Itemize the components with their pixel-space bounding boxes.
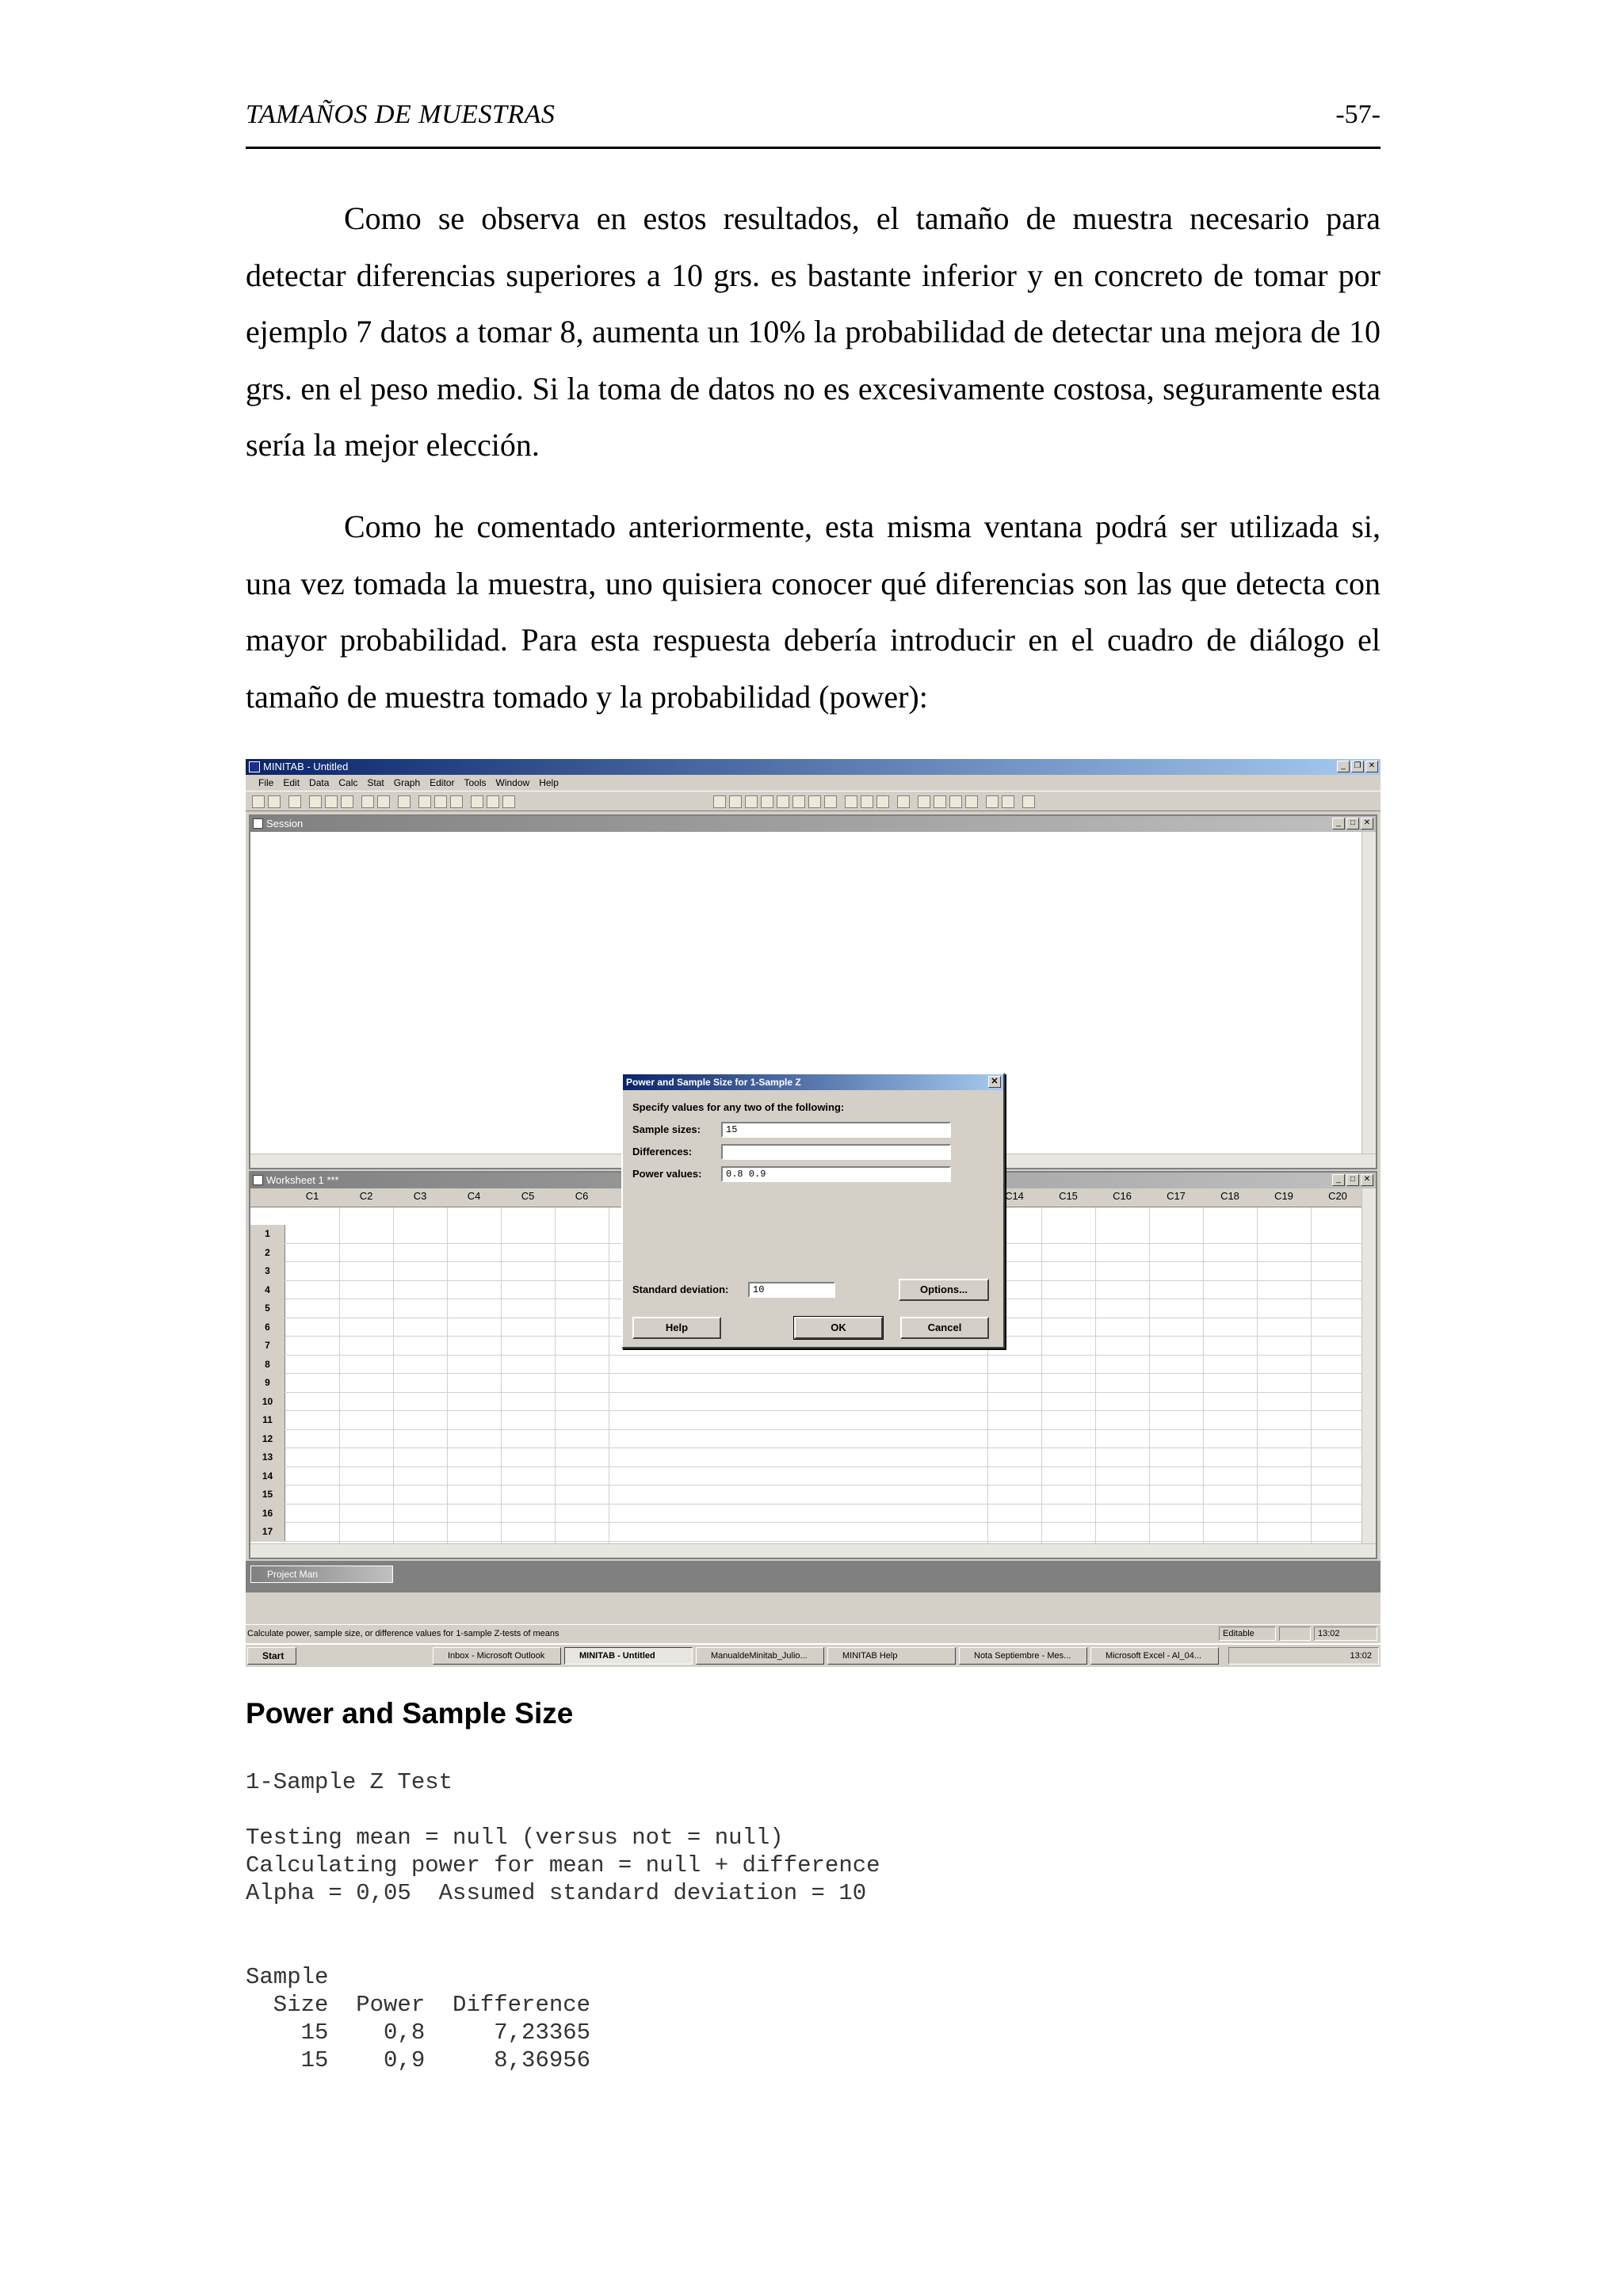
- system-tray: [1228, 1647, 1379, 1665]
- row-header[interactable]: 4: [250, 1281, 285, 1299]
- options-button[interactable]: Options...: [899, 1279, 989, 1301]
- row-header[interactable]: 10: [250, 1393, 285, 1411]
- power-values-field[interactable]: 0.8 0.9: [721, 1166, 951, 1182]
- session-icon: [253, 818, 263, 829]
- status-bar: [246, 1624, 1381, 1642]
- dialog-instruction: Specify values for any two of the following:: [632, 1101, 845, 1113]
- row-header[interactable]: 15: [250, 1486, 285, 1504]
- status-mode: Editable: [1219, 1627, 1276, 1641]
- find-icon[interactable]: [450, 795, 463, 808]
- menu-bar: [246, 775, 1381, 791]
- taskbar-item-minitab-help[interactable]: [827, 1647, 956, 1665]
- worksheet-horizontal-scrollbar[interactable]: [250, 1543, 1376, 1558]
- menu-graph[interactable]: Graph: [393, 777, 421, 788]
- column-header[interactable]: C5: [521, 1190, 535, 1202]
- table-row: [250, 1374, 1361, 1393]
- info-line-1: Testing mean = null (versus not = null): [246, 1825, 784, 1851]
- std-dev-field[interactable]: 10: [748, 1282, 835, 1298]
- task-label: Inbox - Microsoft Outlook: [448, 1651, 545, 1661]
- paste-icon[interactable]: [341, 795, 353, 808]
- minitab-icon: [249, 761, 260, 772]
- session-titlebar: [250, 816, 1376, 832]
- arrow-up-icon[interactable]: [418, 795, 431, 808]
- taskbar-item-outlook[interactable]: [433, 1647, 561, 1665]
- table-row: 15 0,9 8,36956: [246, 2047, 591, 2073]
- app-titlebar: [246, 759, 1381, 775]
- page-header: [246, 93, 1381, 149]
- paragraph-2-text: Como he comentado anteriormente, esta misma ventana podrá ser utilizada si, una vez tomada la muestra, uno quisiera conocer qué diferencias son las que detecta con mayor probabilidad. Para esta respuesta debería introducir en el cuadro de diálogo el tamaño de muestra tomado y la probabilidad (power):: [246, 509, 1381, 715]
- worksheet-maximize-icon[interactable]: □: [1346, 1174, 1359, 1186]
- cancel-icon[interactable]: [471, 795, 483, 808]
- cut-icon[interactable]: [309, 795, 322, 808]
- table-header-2: Size Power Difference: [246, 1992, 591, 2018]
- paragraph-1: [246, 190, 1381, 474]
- test-name: 1-Sample Z Test: [246, 1769, 453, 1795]
- taskbar-item-minitab[interactable]: [564, 1647, 693, 1665]
- column-header[interactable]: C4: [467, 1190, 481, 1202]
- column-header[interactable]: C1: [305, 1190, 319, 1202]
- row-header[interactable]: 17: [250, 1523, 285, 1541]
- worksheet-vertical-scrollbar[interactable]: [1361, 1188, 1376, 1543]
- columns-icon[interactable]: [876, 795, 889, 808]
- new-worksheet-icon[interactable]: [845, 795, 857, 808]
- menu-data[interactable]: Data: [309, 777, 330, 788]
- arrow-down-icon[interactable]: [434, 795, 447, 808]
- minimize-icon[interactable]: _: [1337, 761, 1350, 772]
- table-row: [250, 1448, 1361, 1467]
- taskbar-item-manual[interactable]: [696, 1647, 824, 1665]
- print-icon[interactable]: [288, 795, 301, 808]
- graph-folder-icon[interactable]: [777, 795, 789, 808]
- save-icon[interactable]: [268, 795, 281, 808]
- table-row: [250, 1523, 1361, 1542]
- row-header[interactable]: 1: [250, 1225, 285, 1243]
- minitab-screenshot: [246, 759, 1381, 1667]
- worksheet-close-icon[interactable]: ✕: [1361, 1174, 1373, 1186]
- start-label: Start: [262, 1650, 285, 1661]
- table-row: [250, 1467, 1361, 1486]
- table-row: [250, 1486, 1361, 1505]
- paragraph-1-text: Como se observa en estos resultados, el tamaño de muestra necesario para detectar diferencias superiores a 10 grs. es bastante inferior y en concreto de tomar por ejemplo 7 datos a tomar 8, aumenta un 10% la probabilidad de detectar una mejora de 10 grs. en el peso medio. Si la toma de datos no es excesivamente costosa, seguramente esta sería la mejor elección.: [246, 200, 1381, 463]
- menu-calc[interactable]: Calc: [338, 777, 358, 788]
- insert-rows-icon[interactable]: [934, 795, 946, 808]
- column-header[interactable]: C14: [1005, 1190, 1024, 1202]
- project-manager-label: Project Man: [267, 1569, 319, 1580]
- help-icon[interactable]: [487, 795, 499, 808]
- dialog-titlebar: [623, 1074, 1003, 1090]
- column-header[interactable]: C19: [1274, 1190, 1293, 1202]
- taskbar-item-excel[interactable]: [1090, 1647, 1219, 1665]
- row-header[interactable]: 12: [250, 1430, 285, 1448]
- dialog-close-icon[interactable]: ✕: [988, 1076, 1001, 1088]
- session-title: Session: [266, 818, 304, 830]
- app-title: MINITAB - Untitled: [263, 761, 349, 772]
- menu-edit[interactable]: Edit: [283, 777, 300, 788]
- table-row: [250, 1505, 1361, 1524]
- menu-window[interactable]: Window: [495, 777, 530, 788]
- row-header[interactable]: 5: [250, 1299, 285, 1318]
- history-icon[interactable]: [761, 795, 773, 808]
- running-title: TAMAÑOS DE MUESTRAS: [246, 100, 556, 129]
- column-header[interactable]: C17: [1167, 1190, 1186, 1202]
- column-header[interactable]: C6: [575, 1190, 589, 1202]
- info-icon[interactable]: [745, 795, 758, 808]
- column-header[interactable]: C18: [1220, 1190, 1239, 1202]
- info-line-2: Calculating power for mean = null + difference: [246, 1852, 880, 1878]
- toolbar: [246, 791, 1381, 811]
- task-label: Microsoft Excel - Al_04...: [1106, 1651, 1202, 1661]
- mdi-background: [246, 1561, 1381, 1592]
- edit-last-dialog-icon[interactable]: [398, 795, 411, 808]
- session-close-icon[interactable]: ✕: [1361, 818, 1373, 830]
- insert-columns-icon[interactable]: [949, 795, 962, 808]
- column-header[interactable]: C16: [1113, 1190, 1132, 1202]
- task-label: MINITAB Help: [842, 1651, 898, 1661]
- column-header[interactable]: C15: [1059, 1190, 1078, 1202]
- windows-taskbar: [246, 1643, 1381, 1667]
- page-number: -57-: [1335, 100, 1381, 129]
- paragraph-2: [246, 498, 1381, 725]
- task-label: MINITAB - Untitled: [579, 1651, 655, 1661]
- dialog-title: Power and Sample Size for 1-Sample Z: [626, 1077, 801, 1088]
- menu-editor[interactable]: Editor: [430, 777, 455, 788]
- worksheet-minimize-icon[interactable]: _: [1332, 1174, 1345, 1186]
- row-header[interactable]: 6: [250, 1318, 285, 1337]
- edit-icon[interactable]: [986, 795, 999, 808]
- ok-button[interactable]: OK: [794, 1317, 883, 1339]
- redo-icon[interactable]: [377, 795, 390, 808]
- cancel-button[interactable]: Cancel: [900, 1317, 989, 1339]
- std-dev-label: Standard deviation:: [632, 1283, 729, 1295]
- table-header-1: Sample: [246, 1964, 329, 1990]
- stop-icon[interactable]: [502, 795, 515, 808]
- column-header[interactable]: C20: [1328, 1190, 1347, 1202]
- pen-icon[interactable]: [1002, 795, 1014, 808]
- column-header[interactable]: C2: [359, 1190, 373, 1202]
- start-button[interactable]: [247, 1647, 296, 1665]
- undo-icon[interactable]: [361, 795, 374, 808]
- open-icon[interactable]: [252, 795, 265, 808]
- row-header[interactable]: 14: [250, 1467, 285, 1486]
- table-row: [250, 1393, 1361, 1412]
- table-row: [250, 1430, 1361, 1449]
- row-header[interactable]: 7: [250, 1337, 285, 1355]
- related-documents-icon[interactable]: [808, 795, 821, 808]
- insert-cells-icon[interactable]: [918, 795, 930, 808]
- power-values-label: Power values:: [632, 1168, 702, 1180]
- power-sample-size-dialog: [621, 1073, 1005, 1348]
- brush-icon[interactable]: [897, 795, 910, 808]
- task-label: ManualdeMinitab_Julio...: [711, 1651, 808, 1661]
- row-header[interactable]: 11: [250, 1411, 285, 1429]
- table-row: [250, 1356, 1361, 1375]
- row-header[interactable]: 16: [250, 1505, 285, 1523]
- eraser-icon[interactable]: [1022, 795, 1035, 808]
- info-line-3: Alpha = 0,05 Assumed standard deviation = 10: [246, 1880, 867, 1906]
- output-heading: Power and Sample Size: [246, 1697, 574, 1730]
- column-header[interactable]: C3: [413, 1190, 427, 1202]
- data-window-icon[interactable]: [729, 795, 742, 808]
- menu-tools[interactable]: Tools: [464, 777, 487, 788]
- status-blank: [1279, 1627, 1311, 1641]
- copy-icon[interactable]: [325, 795, 338, 808]
- session-maximize-icon[interactable]: □: [1346, 818, 1359, 830]
- status-time: 13:02: [1314, 1627, 1377, 1641]
- row-header[interactable]: 8: [250, 1356, 285, 1374]
- help-button[interactable]: Help: [632, 1317, 721, 1339]
- status-text: Calculate power, sample size, or difference values for 1-sample Z-tests of means: [247, 1629, 559, 1638]
- row-header[interactable]: 9: [250, 1374, 285, 1392]
- close-icon[interactable]: ✕: [1365, 761, 1378, 772]
- task-label: Nota Septiembre - Mes...: [974, 1651, 1071, 1661]
- table-row: [250, 1411, 1361, 1430]
- grid-icon[interactable]: [861, 795, 873, 808]
- differences-field[interactable]: [721, 1144, 951, 1160]
- row-header[interactable]: 2: [250, 1244, 285, 1262]
- taskbar-item-nota[interactable]: [959, 1647, 1087, 1665]
- session-minimize-icon[interactable]: _: [1332, 818, 1345, 830]
- row-header[interactable]: 3: [250, 1262, 285, 1280]
- design-icon[interactable]: [824, 795, 837, 808]
- clock: 13:02: [1350, 1651, 1372, 1661]
- session-window-icon[interactable]: [713, 795, 726, 808]
- table-row: 15 0,8 7,23365: [246, 2019, 591, 2046]
- session-vertical-scrollbar[interactable]: [1361, 832, 1376, 1154]
- sample-sizes-field[interactable]: 15: [721, 1122, 951, 1138]
- menu-help[interactable]: Help: [539, 777, 559, 788]
- menu-stat[interactable]: Stat: [367, 777, 384, 788]
- row-header[interactable]: 13: [250, 1448, 285, 1466]
- move-columns-icon[interactable]: [965, 795, 978, 808]
- restore-icon[interactable]: ❐: [1351, 761, 1364, 772]
- sample-sizes-label: Sample sizes:: [632, 1123, 701, 1135]
- differences-label: Differences:: [632, 1146, 693, 1158]
- report-pad-icon[interactable]: [792, 795, 805, 808]
- worksheet-title: Worksheet 1 ***: [266, 1174, 339, 1186]
- menu-file[interactable]: File: [258, 777, 274, 788]
- worksheet-icon: [253, 1175, 263, 1185]
- project-manager-minimized[interactable]: [250, 1566, 393, 1583]
